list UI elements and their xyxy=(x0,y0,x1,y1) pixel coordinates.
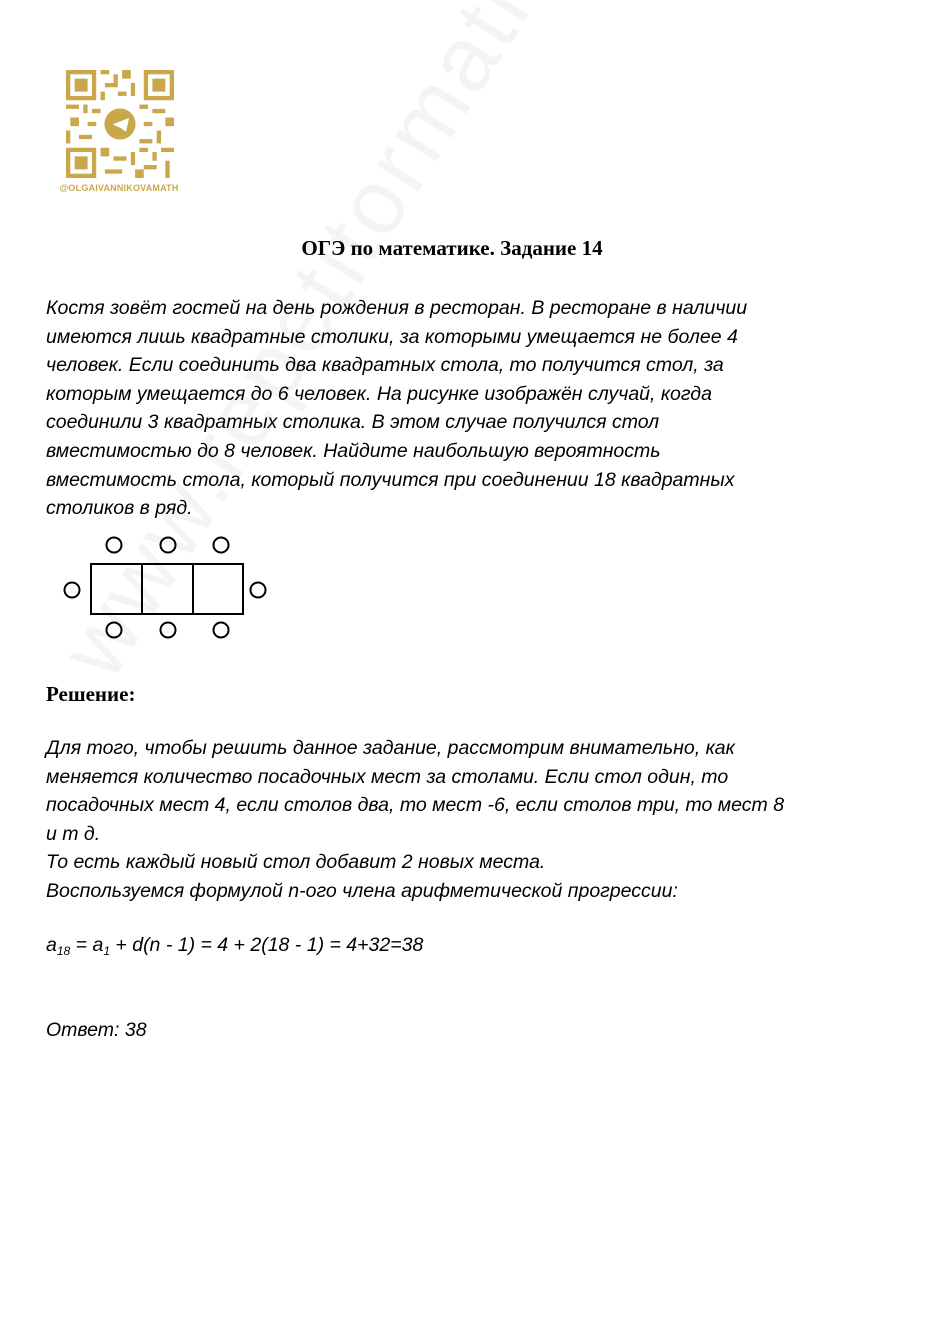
formula-a1-var: a xyxy=(92,934,104,956)
formula-lhs-var: a xyxy=(46,934,57,956)
tables-figure xyxy=(58,532,278,644)
seat-top-3 xyxy=(214,538,229,553)
seat-top-2 xyxy=(161,538,176,553)
qr-handle-text: @OLGAIVANNIKOVAMATH xyxy=(59,183,179,193)
seat-left xyxy=(65,583,80,598)
seat-bottom-2 xyxy=(161,623,176,638)
seat-top-1 xyxy=(107,538,122,553)
formula xyxy=(46,934,423,957)
qr-code-icon xyxy=(66,70,174,178)
formula-rest: + d(n - 1) = 4 + 2(18 - 1) = 4+32=38 xyxy=(110,934,424,956)
page-title: ОГЭ по математике. Задание 14 xyxy=(301,236,603,260)
answer-text: Ответ: 38 xyxy=(46,1019,147,1041)
formula-a1-sub: 1 xyxy=(103,944,110,958)
seat-bottom-3 xyxy=(214,623,229,638)
table-square-2 xyxy=(142,564,193,614)
problem-text: Костя зовёт гостей на день рождения в ресторан. В ресторане в наличии имеются лишь квадратные столики, за которыми умещается не более 4 человек. Если соединить два квадратных стола, то получится стол, за которым умещается до 6 человек. На рисунке изображён случай, когда соединили 3 квадратных столика. В этом случае получился стол вместимостью до 8 человек. Найдите наибольшую вероятность вместимость стола, который получится при соединении 18 квадратных столиков в ряд. xyxy=(46,297,748,520)
formula-lhs-sub: 18 xyxy=(56,944,71,958)
formula-eq: = xyxy=(70,934,93,956)
table-square-3 xyxy=(193,564,243,614)
seat-bottom-1 xyxy=(107,623,122,638)
solution-text: Для того, чтобы решить данное задание, рассмотрим внимательно, как меняется количество посадочных мест за столами. Если стол один, то посадочных мест 4, если столов два, то мест -6, если столов три, то мест 8 и т д. То есть каждый новый стол добавит 2 новых места. Воспользуемся формулой n-ого члена арифметической прогрессии: xyxy=(46,737,785,902)
table-square-1 xyxy=(91,564,142,614)
solution-heading: Решение: xyxy=(46,682,136,706)
seat-right xyxy=(251,583,266,598)
